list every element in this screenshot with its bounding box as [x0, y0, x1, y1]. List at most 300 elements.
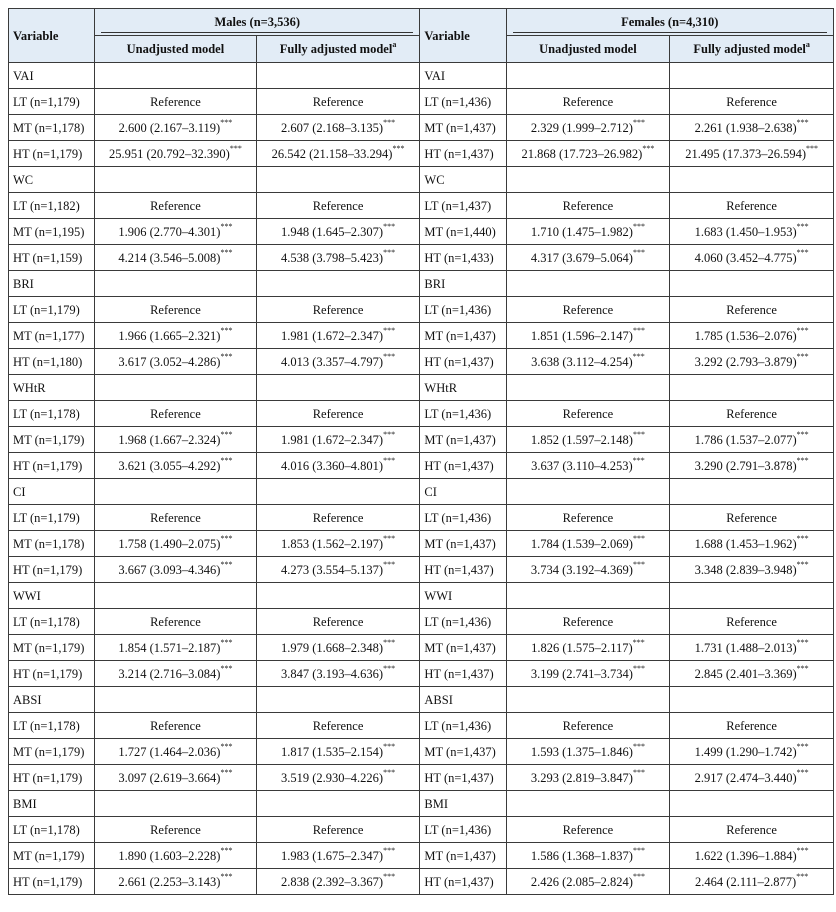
females-adjusted-value-text: 2.917 (2.474–3.440)	[694, 770, 797, 785]
group-row	[9, 167, 834, 193]
tertile-label-males-text: MT (n=1,179)	[13, 432, 85, 447]
significance-marker: ***	[220, 846, 233, 856]
tertile-label-females-text: MT (n=1,437)	[424, 744, 496, 759]
tertile-label-females	[420, 193, 506, 219]
tertile-label-females-text: MT (n=1,437)	[424, 328, 496, 343]
tertile-label-males	[9, 635, 95, 661]
group-row	[9, 791, 834, 817]
males-unadjusted-value	[95, 115, 257, 141]
males-unadjusted-value-text: 2.661 (2.253–3.143)	[118, 874, 221, 889]
females-adjusted-value-text: 1.785 (1.536–2.076)	[694, 328, 797, 343]
significance-marker: ***	[796, 326, 809, 336]
females-unadjusted-value	[506, 609, 670, 635]
females-adjusted-value	[670, 635, 834, 661]
empty-cell	[95, 687, 257, 713]
tertile-label-males	[9, 401, 95, 427]
males-adjusted-value-text: 1.948 (1.645–2.307)	[281, 224, 384, 239]
males-unadjusted-value	[95, 193, 257, 219]
table-row	[9, 401, 834, 427]
males-adjusted-value	[256, 531, 420, 557]
group-name-males-text: VAI	[13, 68, 34, 83]
tertile-label-males-text: LT (n=1,179)	[13, 510, 80, 525]
significance-marker: ***	[796, 430, 809, 440]
females-adjusted-value	[670, 115, 834, 141]
significance-marker: ***	[220, 430, 233, 440]
females-adjusted-value-text: 3.290 (2.791–3.878)	[694, 458, 797, 473]
males-unadjusted-value	[95, 713, 257, 739]
males-unadjusted-header: Unadjusted model	[95, 36, 257, 63]
females-adjusted-value-text: 1.786 (1.537–2.077)	[694, 432, 797, 447]
group-name-females	[420, 583, 506, 609]
significance-marker: ***	[383, 326, 396, 336]
tertile-label-males-text: HT (n=1,179)	[13, 562, 83, 577]
tertile-label-males-text: MT (n=1,179)	[13, 848, 85, 863]
males-adjusted-value	[256, 635, 420, 661]
group-name-males	[9, 479, 95, 505]
males-adjusted-value	[256, 843, 420, 869]
group-row	[9, 271, 834, 297]
fully-adjusted-label: Fully adjusted model	[279, 42, 393, 56]
males-adjusted-value-text: 1.981 (1.672–2.347)	[281, 432, 384, 447]
fully-adjusted-label: Fully adjusted model	[693, 42, 806, 56]
empty-cell	[256, 583, 420, 609]
group-name-females	[420, 167, 506, 193]
females-unadjusted-value	[506, 557, 670, 583]
tertile-label-females	[420, 531, 506, 557]
tertile-label-males-text: MT (n=1,179)	[13, 640, 85, 655]
tertile-label-females	[420, 739, 506, 765]
females-unadjusted-value	[506, 219, 670, 245]
males-unadjusted-value	[95, 609, 257, 635]
significance-marker: ***	[796, 534, 809, 544]
females-unadjusted-value	[506, 427, 670, 453]
tertile-label-males-text: MT (n=1,177)	[13, 328, 85, 343]
males-unadjusted-value-text: Reference	[150, 406, 201, 421]
females-unadjusted-value-text: 1.826 (1.575–2.117)	[531, 640, 633, 655]
empty-cell	[670, 375, 834, 401]
females-adjusted-value-text: 2.464 (2.111–2.877)	[695, 874, 797, 889]
females-adjusted-value-text: Reference	[726, 614, 777, 629]
females-unadjusted-value	[506, 765, 670, 791]
tertile-label-females-text: HT (n=1,437)	[424, 666, 494, 681]
males-unadjusted-value-text: 1.968 (1.667–2.324)	[118, 432, 221, 447]
males-unadjusted-value-text: Reference	[150, 718, 201, 733]
table-row	[9, 739, 834, 765]
females-adjusted-value-text: 2.261 (1.938–2.638)	[694, 120, 797, 135]
tertile-label-males-text: MT (n=1,179)	[13, 744, 85, 759]
tertile-label-males-text: LT (n=1,182)	[13, 198, 80, 213]
table-row	[9, 141, 834, 167]
empty-cell	[256, 63, 420, 89]
females-adjusted-value-text: 1.688 (1.453–1.962)	[694, 536, 797, 551]
significance-marker: ***	[220, 742, 233, 752]
tertile-label-males	[9, 323, 95, 349]
males-adjusted-value-text: Reference	[312, 406, 364, 421]
group-name-males	[9, 687, 95, 713]
females-unadjusted-value	[506, 869, 670, 895]
males-unadjusted-value	[95, 817, 257, 843]
females-adjusted-value	[670, 453, 834, 479]
males-adjusted-value-text: 2.607 (2.168–3.135)	[281, 120, 384, 135]
significance-marker: ***	[220, 638, 233, 648]
group-name-females-text: WC	[424, 172, 445, 187]
significance-marker: ***	[632, 768, 645, 778]
females-unadjusted-value	[506, 843, 670, 869]
tertile-label-males	[9, 349, 95, 375]
females-adjusted-value	[670, 401, 834, 427]
significance-marker: ***	[632, 248, 645, 258]
females-unadjusted-value-text: 3.638 (3.112–4.254)	[531, 354, 633, 369]
males-adjusted-value	[256, 89, 420, 115]
group-name-females-text: WHtR	[424, 380, 458, 395]
females-unadjusted-value	[506, 739, 670, 765]
males-unadjusted-value-text: 3.097 (2.619–3.664)	[118, 770, 221, 785]
group-row	[9, 583, 834, 609]
table-row	[9, 661, 834, 687]
males-unadjusted-value-text: Reference	[150, 822, 201, 837]
females-adjusted-value-text: 2.845 (2.401–3.369)	[694, 666, 797, 681]
group-name-males	[9, 791, 95, 817]
tertile-label-females-text: HT (n=1,437)	[424, 354, 494, 369]
tertile-label-females	[420, 635, 506, 661]
males-unadjusted-value-text: Reference	[150, 94, 201, 109]
table-row	[9, 843, 834, 869]
tertile-label-females-text: MT (n=1,437)	[424, 432, 496, 447]
empty-cell	[95, 375, 257, 401]
table-row	[9, 115, 834, 141]
empty-cell	[95, 167, 257, 193]
empty-cell	[506, 583, 670, 609]
males-adjusted-value	[256, 609, 420, 635]
males-unadjusted-value	[95, 505, 257, 531]
tertile-label-males	[9, 245, 95, 271]
males-adjusted-value	[256, 713, 420, 739]
group-name-males	[9, 583, 95, 609]
significance-marker: ***	[806, 144, 819, 154]
females-adjusted-value	[670, 817, 834, 843]
females-unadjusted-value	[506, 453, 670, 479]
tertile-label-females-text: HT (n=1,437)	[424, 146, 494, 161]
females-unadjusted-value-text: 21.868 (17.723–26.982)	[521, 146, 643, 161]
tertile-label-females-text: MT (n=1,437)	[424, 640, 496, 655]
females-adjusted-value	[670, 739, 834, 765]
males-unadjusted-value-text: 1.966 (1.665–2.321)	[118, 328, 221, 343]
empty-cell	[670, 479, 834, 505]
tertile-label-females-text: HT (n=1,437)	[424, 874, 494, 889]
females-adjusted-value-text: Reference	[726, 302, 777, 317]
tertile-label-females-text: MT (n=1,440)	[424, 224, 496, 239]
males-unadjusted-value-text: 3.667 (3.093–4.346)	[118, 562, 221, 577]
females-unadjusted-value	[506, 115, 670, 141]
group-name-males-text: CI	[13, 484, 26, 499]
males-unadjusted-value-text: 1.727 (1.464–2.036)	[118, 744, 221, 759]
tertile-label-females-text: MT (n=1,437)	[424, 120, 496, 135]
males-adjusted-value	[256, 427, 420, 453]
females-adjusted-value	[670, 323, 834, 349]
males-unadjusted-value	[95, 245, 257, 271]
males-adjusted-value-text: Reference	[312, 198, 364, 213]
females-adjusted-value	[670, 349, 834, 375]
females-unadjusted-value-text: Reference	[562, 718, 614, 733]
variable-header-females: Variable	[420, 9, 506, 63]
significance-marker: ***	[220, 456, 233, 466]
females-adjusted-value-text: Reference	[726, 510, 777, 525]
males-adjusted-value	[256, 193, 420, 219]
males-unadjusted-value-text: 4.214 (3.546–5.008)	[118, 250, 221, 265]
empty-cell	[670, 271, 834, 297]
significance-marker: ***	[642, 144, 655, 154]
males-unadjusted-value-text: 3.617 (3.052–4.286)	[118, 354, 221, 369]
males-unadjusted-value	[95, 297, 257, 323]
males-adjusted-value	[256, 453, 420, 479]
tertile-label-females	[420, 505, 506, 531]
significance-marker: ***	[632, 664, 645, 674]
females-unadjusted-value	[506, 89, 670, 115]
tertile-label-females	[420, 219, 506, 245]
significance-marker: ***	[220, 534, 233, 544]
group-name-females	[420, 479, 506, 505]
males-adjusted-value-text: 1.817 (1.535–2.154)	[281, 744, 384, 759]
females-adjusted-value-text: 21.495 (17.373–26.594)	[685, 146, 807, 161]
empty-cell	[506, 687, 670, 713]
males-unadjusted-value-text: 1.890 (1.603–2.228)	[118, 848, 221, 863]
females-unadjusted-value	[506, 401, 670, 427]
tertile-label-males	[9, 609, 95, 635]
group-name-females-text: ABSI	[424, 692, 453, 707]
tertile-label-males	[9, 297, 95, 323]
females-unadjusted-value-text: Reference	[562, 510, 614, 525]
females-adjusted-value	[670, 765, 834, 791]
significance-marker: ***	[632, 560, 645, 570]
tertile-label-males-text: MT (n=1,178)	[13, 536, 85, 551]
significance-marker: ***	[632, 352, 645, 362]
tertile-label-females	[420, 297, 506, 323]
tertile-label-females-text: HT (n=1,437)	[424, 770, 494, 785]
males-adjusted-value	[256, 401, 420, 427]
significance-marker: ***	[796, 638, 809, 648]
females-adjusted-value	[670, 869, 834, 895]
significance-marker: ***	[796, 352, 809, 362]
significance-marker: ***	[796, 742, 809, 752]
group-name-females-text: BMI	[424, 796, 449, 811]
table-row	[9, 245, 834, 271]
empty-cell	[256, 375, 420, 401]
tertile-label-males	[9, 427, 95, 453]
tertile-label-males	[9, 531, 95, 557]
significance-marker: ***	[383, 222, 396, 232]
females-unadjusted-value	[506, 661, 670, 687]
tertile-label-females	[420, 141, 506, 167]
females-unadjusted-value	[506, 141, 670, 167]
males-adjusted-value-text: Reference	[312, 302, 364, 317]
tertile-label-males	[9, 843, 95, 869]
tertile-label-females-text: MT (n=1,437)	[424, 848, 496, 863]
group-name-males-text: BMI	[13, 796, 37, 811]
tertile-label-females-text: HT (n=1,433)	[424, 250, 494, 265]
table-row	[9, 817, 834, 843]
females-unadjusted-value	[506, 193, 670, 219]
females-adjusted-value	[670, 557, 834, 583]
females-adjusted-value	[670, 141, 834, 167]
females-unadjusted-value-text: 3.199 (2.741–3.734)	[530, 666, 633, 681]
significance-marker: ***	[632, 456, 645, 466]
males-unadjusted-value-text: Reference	[150, 302, 201, 317]
females-unadjusted-value-text: 1.593 (1.375–1.846)	[530, 744, 633, 759]
males-unadjusted-value	[95, 739, 257, 765]
females-unadjusted-value-text: 1.784 (1.539–2.069)	[530, 536, 633, 551]
table-row	[9, 219, 834, 245]
tertile-label-males	[9, 661, 95, 687]
males-unadjusted-value-text: 25.951 (20.792–32.390)	[109, 146, 230, 161]
tertile-label-males-text: HT (n=1,179)	[13, 146, 83, 161]
table-row	[9, 323, 834, 349]
females-unadjusted-value-text: 1.710 (1.475–1.982)	[530, 224, 633, 239]
significance-marker: ***	[632, 222, 645, 232]
tertile-label-females-text: LT (n=1,436)	[424, 822, 492, 837]
empty-cell	[506, 271, 670, 297]
empty-cell	[670, 167, 834, 193]
significance-marker: ***	[383, 638, 396, 648]
empty-cell	[506, 167, 670, 193]
significance-marker: ***	[220, 222, 233, 232]
empty-cell	[670, 687, 834, 713]
females-unadjusted-value-text: 3.293 (2.819–3.847)	[530, 770, 633, 785]
significance-marker: ***	[796, 222, 809, 232]
females-unadjusted-value-text: 1.852 (1.597–2.148)	[530, 432, 633, 447]
females-adjusted-value	[670, 661, 834, 687]
tertile-label-males-text: LT (n=1,179)	[13, 302, 80, 317]
significance-marker: ***	[383, 560, 396, 570]
tertile-label-males-text: LT (n=1,178)	[13, 406, 80, 421]
significance-marker: ***	[632, 534, 645, 544]
females-unadjusted-value-text: 2.426 (2.085–2.824)	[530, 874, 633, 889]
males-unadjusted-value	[95, 843, 257, 869]
significance-marker: ***	[796, 248, 809, 258]
significance-marker: ***	[632, 430, 645, 440]
significance-marker: ***	[220, 352, 233, 362]
group-name-males-text: WWI	[13, 588, 41, 603]
tertile-label-females	[420, 323, 506, 349]
males-group-header: Males (n=3,536)	[95, 9, 420, 36]
males-unadjusted-value	[95, 869, 257, 895]
males-adjusted-value	[256, 141, 420, 167]
empty-cell	[256, 687, 420, 713]
group-name-females-text: BRI	[424, 276, 446, 291]
tertile-label-females	[420, 765, 506, 791]
females-adjusted-value-text: Reference	[726, 198, 777, 213]
females-adjusted-value	[670, 245, 834, 271]
tertile-label-males-text: MT (n=1,195)	[13, 224, 85, 239]
table-row	[9, 505, 834, 531]
footnote-marker: a	[392, 39, 397, 49]
females-unadjusted-value	[506, 713, 670, 739]
males-adjusted-value-text: 3.519 (2.930–4.226)	[281, 770, 384, 785]
significance-marker: ***	[220, 872, 233, 882]
males-adjusted-value	[256, 869, 420, 895]
significance-marker: ***	[383, 352, 396, 362]
significance-marker: ***	[383, 664, 396, 674]
significance-marker: ***	[632, 872, 645, 882]
tertile-label-males	[9, 765, 95, 791]
tertile-label-males-text: HT (n=1,179)	[13, 770, 83, 785]
group-name-males	[9, 271, 95, 297]
group-name-females	[420, 791, 506, 817]
males-unadjusted-value-text: Reference	[150, 614, 201, 629]
tertile-label-males	[9, 557, 95, 583]
males-unadjusted-value-text: 2.600 (2.167–3.119)	[118, 120, 221, 135]
males-adjusted-value	[256, 765, 420, 791]
tertile-label-females	[420, 349, 506, 375]
group-name-males-text: WC	[13, 172, 34, 187]
females-unadjusted-value-text: 1.586 (1.368–1.837)	[530, 848, 633, 863]
females-unadjusted-value	[506, 635, 670, 661]
females-unadjusted-value	[506, 817, 670, 843]
table-row	[9, 869, 834, 895]
significance-marker: ***	[220, 118, 233, 128]
females-unadjusted-value-text: 2.329 (1.999–2.712)	[530, 120, 633, 135]
males-adjusted-value-text: 1.983 (1.675–2.347)	[281, 848, 384, 863]
males-adjusted-value-text: 1.853 (1.562–2.197)	[281, 536, 384, 551]
significance-marker: ***	[796, 560, 809, 570]
tertile-label-males	[9, 453, 95, 479]
tertile-label-females	[420, 843, 506, 869]
tertile-label-females	[420, 115, 506, 141]
females-adjusted-value	[670, 297, 834, 323]
tertile-label-females-text: LT (n=1,437)	[424, 198, 492, 213]
males-adjusted-value-text: 3.847 (3.193–4.636)	[281, 666, 384, 681]
group-name-females-text: CI	[424, 484, 437, 499]
males-adjusted-value	[256, 739, 420, 765]
males-adjusted-value-text: 1.981 (1.672–2.347)	[281, 328, 384, 343]
tertile-label-females-text: MT (n=1,437)	[424, 536, 496, 551]
group-name-males-text: ABSI	[13, 692, 42, 707]
males-unadjusted-value-text: Reference	[150, 198, 201, 213]
tertile-label-males-text: LT (n=1,178)	[13, 822, 80, 837]
females-adjusted-value	[670, 609, 834, 635]
significance-marker: ***	[392, 144, 405, 154]
table-row	[9, 427, 834, 453]
significance-marker: ***	[383, 742, 396, 752]
significance-marker: ***	[796, 872, 809, 882]
females-unadjusted-value-text: Reference	[562, 406, 614, 421]
significance-marker: ***	[632, 326, 645, 336]
tertile-label-males-text: HT (n=1,179)	[13, 666, 83, 681]
tertile-label-males-text: LT (n=1,178)	[13, 614, 80, 629]
females-unadjusted-value-text: 3.734 (3.192–4.369)	[530, 562, 633, 577]
tertile-label-females-text: HT (n=1,437)	[424, 562, 494, 577]
tertile-label-females-text: LT (n=1,436)	[424, 94, 492, 109]
males-adjusted-value	[256, 115, 420, 141]
tertile-label-males-text: HT (n=1,180)	[13, 354, 83, 369]
males-adjusted-value-text: 2.838 (2.392–3.367)	[281, 874, 384, 889]
tertile-label-males	[9, 869, 95, 895]
group-name-females	[420, 63, 506, 89]
table-row	[9, 609, 834, 635]
females-group-header: Females (n=4,310)	[506, 9, 833, 36]
females-unadjusted-header: Unadjusted model	[506, 36, 670, 63]
males-unadjusted-value	[95, 427, 257, 453]
tertile-label-females	[420, 713, 506, 739]
males-adjusted-value-text: 4.013 (3.357–4.797)	[281, 354, 384, 369]
females-adjusted-value	[670, 713, 834, 739]
tertile-label-females	[420, 245, 506, 271]
table-row	[9, 193, 834, 219]
males-unadjusted-value-text: 1.854 (1.571–2.187)	[118, 640, 221, 655]
significance-marker: ***	[796, 118, 809, 128]
empty-cell	[95, 479, 257, 505]
significance-marker: ***	[220, 326, 233, 336]
tertile-label-males	[9, 89, 95, 115]
